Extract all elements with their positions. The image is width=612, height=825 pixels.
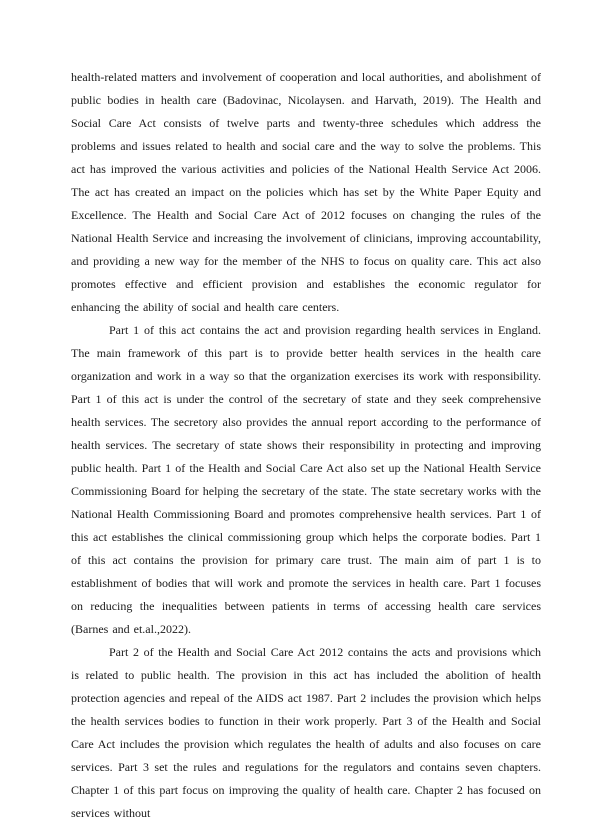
paragraph-part-1: Part 1 of this act contains the act and provision regarding health services in England. The main framework of this part is to provide better health services in the health care organization and work in a way so that the organization exercises its work with responsibility. Part 1 of this act is under the control of the secretary of state and they seek comprehensive health services. The secretory also provides the annual report according to the performance of health services. The secretary of state shows their responsibility in protecting and improving public health. Part 1 of the Health and Social Care Act also set up the National Health Service Commissioning Board for helping the secretary of the state. The state secretary works with the National Health Commissioning Board and promotes comprehensive health services. Part 1 of this act establishes the clinical commissioning group which helps the corporate bodies. Part 1 of this act contains the provision for primary care trust. The main aim of part 1 is to establishment of bodies that will work and promote the services in health care. Part 1 focuses on reducing the inequalities between patients in terms of accessing health care services (Barnes and et.al.,2022).: [71, 323, 541, 636]
paragraph-health-social-care-act-overview: health-related matters and involvement of cooperation and local authorities, and abolishment of public bodies in health care (Badovinac, Nicolaysen. and Harvath, 2019). The Health and Social Care Act consists of twelve parts and twenty-three schedules which address the problems and issues related to health and social care and the way to solve the problems. This act has improved the various activities and policies of the National Health Service Act 2006. The act has created an impact on the policies which has set by the White Paper Equity and Excellence. The Health and Social Care Act of 2012 focuses on changing the rules of the National Health Service and increasing the involvement of clinicians, improving accountability, and providing a new way for the member of the NHS to focus on quality care. This act also promotes effective and efficient provision and establishes the economic regulator for enhancing the ability of social and health care centers.: [71, 70, 541, 314]
paragraph-part-2-3: Part 2 of the Health and Social Care Act 2012 contains the acts and provisions which is related to public health. The provision in this act has included the abolition of health protection agencies and repeal of the AIDS act 1987. Part 2 includes the provision which helps the health services bodies to function in their work properly. Part 3 of the Health and Social Care Act includes the provision which regulates the health of adults and also focuses on care services. Part 3 set the rules and regulations for the regulators and contains seven chapters. Chapter 1 of this part focus on improving the quality of health care. Chapter 2 has focused on services without: [71, 645, 541, 820]
